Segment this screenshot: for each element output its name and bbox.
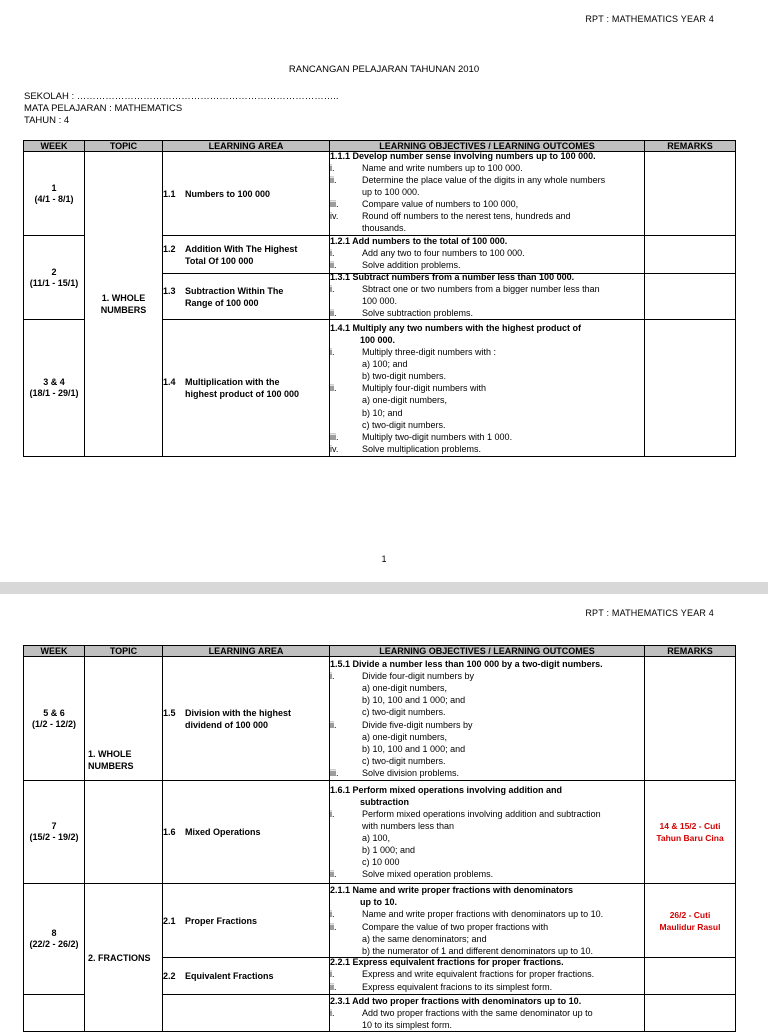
learning-area-cell: 1.6 Mixed Operations (163, 781, 330, 884)
week-cell: 3 & 4 (18/1 - 29/1) (24, 320, 85, 457)
remarks-cell (645, 657, 736, 781)
objectives-cell: 2.1.1 Name and write proper fractions with denominators up to 10. i. Name and write proper fractions with denominators up to 10. ii. Compare the value of two proper fractions with a) the same denominators; and b) the numerator of 1 and different denominators up to 10. (330, 884, 645, 958)
col-learning-area: LEARNING AREA (163, 646, 330, 657)
learning-area-cell: 2.2 Equivalent Fractions (163, 958, 330, 995)
document-title: RANCANGAN PELAJARAN TAHUNAN 2010 (288, 64, 480, 75)
week-cell (24, 995, 85, 1032)
learning-area-cell: 1.1 Numbers to 100 000 (163, 152, 330, 236)
col-remarks: REMARKS (645, 141, 736, 152)
page-2 (0, 596, 768, 1031)
remarks-cell (645, 236, 736, 274)
table-header-row (24, 646, 736, 657)
year-line: TAHUN : 4 (24, 115, 70, 126)
running-header: RPT : MATHEMATICS YEAR 4 (585, 608, 714, 618)
remarks-cell (645, 995, 736, 1032)
week-cell: 5 & 6 (1/2 - 12/2) (24, 657, 85, 781)
lesson-plan-table (23, 140, 736, 457)
topic-cell (85, 781, 163, 884)
col-objectives: LEARNING OBJECTIVES / LEARNING OUTCOMES (330, 646, 645, 657)
col-week: WEEK (24, 646, 85, 657)
col-topic: TOPIC (85, 646, 163, 657)
topic-cell: 1. WHOLE NUMBERS (85, 152, 163, 457)
remarks-cell (645, 274, 736, 320)
col-remarks: REMARKS (645, 646, 736, 657)
objectives-cell: 1.3.1 Subtract numbers from a number less than 100 000. i. Sbtract one or two numbers from a bigger number less than 100 000. ii. Solve subtraction problems. (330, 274, 645, 320)
lesson-plan-table (23, 645, 736, 1032)
remarks-cell: 14 & 15/2 - Cuti Tahun Baru Cina (645, 781, 736, 884)
page-number: 1 (381, 554, 387, 564)
remarks-cell (645, 152, 736, 236)
objectives-cell: 2.2.1 Express equivalent fractions for proper fractions. i. Express and write equivalent fractions for proper fractions. ii. Express equivalent fracions to its simplest form. (330, 958, 645, 995)
remarks-cell: 26/2 - Cuti Maulidur Rasul (645, 884, 736, 958)
table-row (24, 884, 736, 958)
page-separator (0, 582, 768, 594)
week-cell: 7 (15/2 - 19/2) (24, 781, 85, 884)
topic-cell: 2. FRACTIONS (85, 884, 163, 1032)
objectives-cell: 1.2.1 Add numbers to the total of 100 000. i. Add any two to four numbers to 100 000. ii. Solve addition problems. (330, 236, 645, 274)
learning-area-cell: 1.5 Division with the highest dividend of 100 000 (163, 657, 330, 781)
objectives-cell: 1.4.1 Multiply any two numbers with the highest product of 100 000. i. Multiply three-digit numbers with : a) 100; and b) two-digit numbers. ii. Multiply four-digit numbers with a) one-digit numbers, b) 10; and c) two-digit numbers. iii. Multiply two-digit numbers with 1 000. iv. Solve multiplication problems. (330, 320, 645, 457)
objectives-cell: 1.1.1 Develop number sense involving numbers up to 100 000. i. Name and write numbers up to 100 000. ii. Determine the place value of the digits in any whole numbers up to 100 000. iii. Compare value of numbers to 100 000, iv. Round off numbers to the nerest tens, hundreds and thousands. (330, 152, 645, 236)
table-row (24, 657, 736, 781)
objectives-cell: 1.6.1 Perform mixed operations involving addition and subtraction i. Perform mixed operations involving addition and subtraction with numbers less than a) 100, b) 1 000; and c) 10 000 ii. Solve mixed operation problems. (330, 781, 645, 884)
topic-cell: 1. WHOLE NUMBERS (85, 657, 163, 781)
col-week: WEEK (24, 141, 85, 152)
learning-area-cell (163, 995, 330, 1032)
objectives-cell: 1.5.1 Divide a number less than 100 000 by a two-digit numbers. i. Divide four-digit numbers by a) one-digit numbers, b) 10, 100 and 1 000; and c) two-digit numbers. ii. Divide five-digit numbers by a) one-digit numbers, b) 10, 100 and 1 000; and c) two-digit numbers. iii. Solve division problems. (330, 657, 645, 781)
col-topic: TOPIC (85, 141, 163, 152)
remarks-cell (645, 958, 736, 995)
week-cell: 8 (22/2 - 26/2) (24, 884, 85, 995)
table-row (24, 781, 736, 884)
learning-area-cell: 1.4 Multiplication with the highest product of 100 000 (163, 320, 330, 457)
school-line: SEKOLAH : ……………………………………………………………………….. (24, 91, 339, 102)
col-objectives: LEARNING OBJECTIVES / LEARNING OUTCOMES (330, 141, 645, 152)
col-learning-area: LEARNING AREA (163, 141, 330, 152)
objectives-cell: 2.3.1 Add two proper fractions with denominators up to 10. i. Add two proper fractions with the same denominator up to 10 to its simplest form. (330, 995, 645, 1032)
remarks-cell (645, 320, 736, 457)
week-cell: 2 (11/1 - 15/1) (24, 236, 85, 320)
learning-area-cell: 1.2 Addition With The Highest Total Of 100 000 (163, 236, 330, 274)
table-row (24, 152, 736, 236)
learning-area-cell: 2.1 Proper Fractions (163, 884, 330, 958)
learning-area-cell: 1.3 Subtraction Within The Range of 100 000 (163, 274, 330, 320)
subject-line: MATA PELAJARAN : MATHEMATICS (24, 103, 183, 114)
running-header: RPT : MATHEMATICS YEAR 4 (585, 14, 714, 24)
week-cell: 1 (4/1 - 8/1) (24, 152, 85, 236)
